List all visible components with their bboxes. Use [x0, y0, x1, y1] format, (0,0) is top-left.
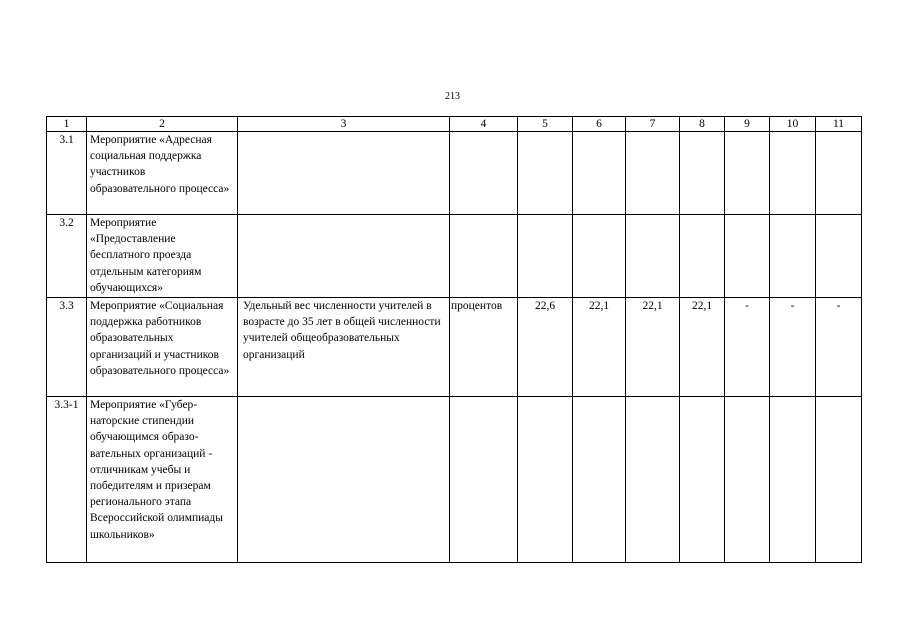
- indicator-cell: Удельный вес численности учителей в возрасте до 35 лет в общей численности учителей общеобразовательных организаций: [238, 298, 450, 397]
- value-cell: [770, 215, 816, 298]
- row-number: 3.1: [47, 132, 87, 215]
- value-cell: [626, 397, 680, 563]
- value-cell: -: [770, 298, 816, 397]
- value-cell: [680, 215, 725, 298]
- indicator-cell: [238, 132, 450, 215]
- column-header: 7: [626, 117, 680, 132]
- column-header: 6: [573, 117, 626, 132]
- value-cell: [518, 132, 573, 215]
- row-number: 3.3: [47, 298, 87, 397]
- event-name: Мероприятие «Губернаторские стипендии обучающимся образовательных организаций - отличникам учебы и победителям и призерам регионального этапа Всероссийской олимпиады школьников»: [87, 397, 238, 563]
- value-cell: [816, 132, 862, 215]
- column-header: 9: [725, 117, 770, 132]
- row-number: 3.2: [47, 215, 87, 298]
- indicator-cell: [238, 397, 450, 563]
- value-cell: [725, 132, 770, 215]
- value-cell: [770, 132, 816, 215]
- value-cell: [573, 397, 626, 563]
- table-row: [47, 397, 862, 563]
- page-number: 213: [445, 91, 460, 102]
- table-row: [47, 215, 862, 298]
- value-cell: [626, 132, 680, 215]
- column-header: 11: [816, 117, 862, 132]
- value-cell: [626, 215, 680, 298]
- data-table: [46, 116, 862, 563]
- unit-cell: процентов: [450, 298, 518, 397]
- value-cell: 22,1: [680, 298, 725, 397]
- event-name: Мероприятие «Предоставление бесплатного проезда отдельным категориям обучающихся»: [87, 215, 238, 298]
- value-cell: -: [725, 298, 770, 397]
- column-header: 4: [450, 117, 518, 132]
- value-cell: [725, 397, 770, 563]
- column-header: 3: [238, 117, 450, 132]
- column-header: 1: [47, 117, 87, 132]
- indicator-cell: [238, 215, 450, 298]
- value-cell: [573, 132, 626, 215]
- event-name: Мероприятие «Социальная поддержка работников образовательных организаций и участников образовательного процесса»: [87, 298, 238, 397]
- value-cell: 22,1: [626, 298, 680, 397]
- value-cell: -: [816, 298, 862, 397]
- column-header: 10: [770, 117, 816, 132]
- column-header: 8: [680, 117, 725, 132]
- value-cell: [816, 215, 862, 298]
- table-row: [47, 132, 862, 215]
- value-cell: [725, 215, 770, 298]
- value-cell: [770, 397, 816, 563]
- value-cell: [573, 215, 626, 298]
- value-cell: 22,1: [573, 298, 626, 397]
- unit-cell: [450, 215, 518, 298]
- header-row: [47, 117, 862, 132]
- column-header: 5: [518, 117, 573, 132]
- unit-cell: [450, 132, 518, 215]
- column-header: 2: [87, 117, 238, 132]
- value-cell: [816, 397, 862, 563]
- row-number: 3.3-1: [47, 397, 87, 563]
- unit-cell: [450, 397, 518, 563]
- event-name: Мероприятие «Адресная социальная поддержка участников образовательного процесса»: [87, 132, 238, 215]
- value-cell: [518, 215, 573, 298]
- value-cell: [680, 397, 725, 563]
- table-row: [47, 298, 862, 397]
- value-cell: [680, 132, 725, 215]
- value-cell: [518, 397, 573, 563]
- value-cell: 22,6: [518, 298, 573, 397]
